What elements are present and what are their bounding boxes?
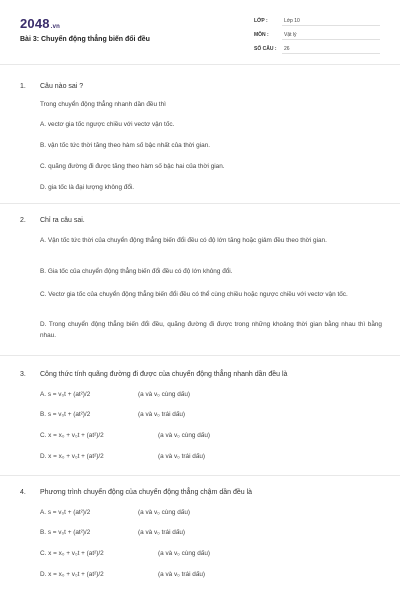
option-a[interactable]: A. Vận tốc tức thời của chuyển động thẳng biến đổi đều có độ lớn tăng hoặc giảm đều theo thời gian. xyxy=(40,237,327,244)
meta-subject xyxy=(254,29,380,40)
meta-class xyxy=(254,15,380,26)
question-stem: Chỉ ra câu sai. xyxy=(40,217,85,224)
meta-underline xyxy=(282,25,380,26)
option-formula: B. s = v₀t + (at²)/2 xyxy=(40,529,91,536)
meta-class-value: Lớp 10 xyxy=(284,18,300,24)
option-c[interactable] xyxy=(40,430,382,441)
option-b[interactable] xyxy=(40,527,382,538)
option-formula: A. s = v₀t + (at²)/2 xyxy=(40,509,91,516)
lesson-title: Bài 3: Chuyển động thẳng biến đổi đều xyxy=(20,36,150,43)
option-a[interactable]: A. vectơ gia tốc ngược chiều với vectơ vận tốc. xyxy=(40,121,175,128)
option-c[interactable] xyxy=(40,548,382,559)
question-number: 3. xyxy=(20,371,26,378)
option-formula: D. x = x₀ + v₀t + (at²)/2 xyxy=(40,571,104,578)
option-note: (a và v₀ trái dấu) xyxy=(138,411,186,418)
meta-count-label: SỐ CÂU : xyxy=(254,46,277,52)
question-stem: Phương trình chuyển động của chuyển động thẳng chậm dần đều là xyxy=(40,489,253,496)
question-number: 1. xyxy=(20,83,26,90)
option-d[interactable]: D. Trong chuyển động thẳng biến đổi đều, quãng đường đi được trong những khoảng thời gian bằng nhau thì bằng nhau. xyxy=(40,321,382,339)
option-d[interactable]: D. gia tốc là đại lượng không đổi. xyxy=(40,184,135,191)
option-note: (a và v₀ cùng dấu) xyxy=(158,432,211,439)
question-number: 2. xyxy=(20,217,26,224)
meta-underline xyxy=(282,39,380,40)
meta-question-count xyxy=(254,43,380,54)
option-a[interactable] xyxy=(40,507,382,518)
brand-tld: .vn xyxy=(50,24,61,30)
option-note: (a và v₀ trái dấu) xyxy=(158,571,206,578)
option-d[interactable] xyxy=(40,451,382,462)
option-formula: C. x = x₀ + v₀t + (at²)/2 xyxy=(40,432,104,439)
option-b[interactable] xyxy=(40,409,382,420)
option-d[interactable] xyxy=(40,569,382,580)
brand-logo[interactable] xyxy=(20,16,60,31)
brand-name: 2048 xyxy=(20,16,50,31)
option-note: (a và v₀ trái dấu) xyxy=(138,529,186,536)
question-intro: Trong chuyển động thẳng nhanh dần đều thì xyxy=(40,101,166,108)
divider xyxy=(0,355,400,356)
option-formula: A. s = v₀t + (at²)/2 xyxy=(40,391,91,398)
meta-underline xyxy=(282,53,380,54)
meta-class-label: LỚP : xyxy=(254,18,268,24)
option-note: (a và v₀ cùng dấu) xyxy=(138,509,191,516)
question-stem: Công thức tính quãng đường đi được của chuyển động thẳng nhanh dần đều là xyxy=(40,371,288,378)
meta-subject-label: MÔN : xyxy=(254,32,269,38)
option-formula: B. s = v₀t + (at²)/2 xyxy=(40,411,91,418)
option-b[interactable]: B. vận tốc tức thời tăng theo hàm số bậc nhất của thời gian. xyxy=(40,142,211,149)
option-formula: D. x = x₀ + v₀t + (at²)/2 xyxy=(40,453,104,460)
question-stem: Câu nào sai ? xyxy=(40,83,84,90)
option-c[interactable]: C. quãng đường đi được tăng theo hàm số bậc hai của thời gian. xyxy=(40,163,225,170)
meta-count-value: 26 xyxy=(284,46,290,52)
option-c[interactable]: C. Vectơ gia tốc của chuyển động thẳng biến đổi đều có thể cùng chiều hoặc ngược chiều với vectơ vận tốc. xyxy=(40,291,348,298)
option-note: (a và v₀ cùng dấu) xyxy=(158,550,211,557)
question-number: 4. xyxy=(20,489,26,496)
divider xyxy=(0,203,400,204)
divider xyxy=(0,64,400,65)
option-b[interactable]: B. Gia tốc của chuyển động thẳng biến đổi đều có độ lớn không đổi. xyxy=(40,268,233,275)
option-a[interactable] xyxy=(40,389,382,400)
meta-subject-value: Vật lý xyxy=(284,32,297,38)
worksheet-header xyxy=(0,0,400,62)
divider xyxy=(0,475,400,476)
option-formula: C. x = x₀ + v₀t + (at²)/2 xyxy=(40,550,104,557)
option-note: (a và v₀ cùng dấu) xyxy=(138,391,191,398)
option-note: (a và v₀ trái dấu) xyxy=(158,453,206,460)
